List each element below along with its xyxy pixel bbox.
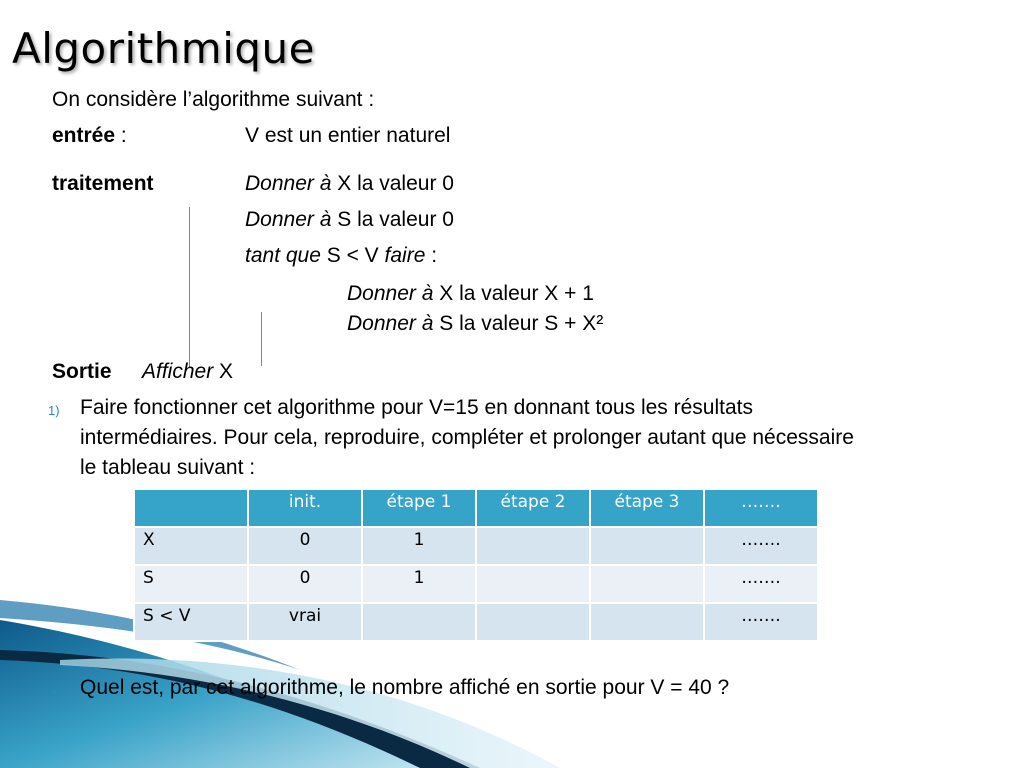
- table-cell: [476, 603, 590, 641]
- keyword: Afficher: [142, 360, 214, 383]
- table-row: [134, 603, 818, 641]
- table-cell: [476, 527, 590, 565]
- slide-title: Algorithmique: [12, 24, 315, 73]
- traitement-line-3: [245, 244, 437, 268]
- table-cell: [590, 565, 704, 603]
- sortie-statement: [142, 360, 233, 384]
- keyword: Donner à: [245, 172, 332, 195]
- question-2-text: Quel est, par cet algorithme, le nombre affiché en sortie pour V = 40 ?: [80, 676, 730, 699]
- keyword: Donner à: [347, 312, 434, 335]
- table-header-cell: init.: [248, 489, 362, 527]
- question-2-bullet: •: [52, 684, 57, 700]
- entree-text: V est un entier naturel: [245, 124, 451, 147]
- values-table: [133, 488, 819, 642]
- question-1-line-3: le tableau suivant :: [80, 456, 256, 479]
- entree-line: [52, 124, 127, 148]
- table-cell: vrai: [248, 603, 362, 641]
- traitement-label: traitement: [52, 172, 154, 195]
- intro-text: On considère l’algorithme suivant :: [52, 88, 375, 111]
- table-cell: 0: [248, 565, 362, 603]
- block-line-traitement: [189, 207, 190, 367]
- table-cell: 0: [248, 527, 362, 565]
- keyword: faire: [384, 244, 426, 267]
- table-header-cell: …….: [704, 489, 818, 527]
- keyword: Donner à: [347, 282, 434, 305]
- traitement-line-1: [245, 172, 454, 196]
- table-cell: [590, 527, 704, 565]
- table-cell: [590, 603, 704, 641]
- table-cell: …….: [704, 603, 818, 641]
- table-header-row: [134, 489, 818, 527]
- table-header-cell: étape 1: [362, 489, 476, 527]
- table-row-label: X: [134, 527, 248, 565]
- traitement-line-2: [245, 208, 454, 232]
- statement: X la valeur X + 1: [433, 282, 594, 305]
- table-cell: [476, 565, 590, 603]
- block-line-tant-que: [261, 312, 262, 366]
- table-row-label: S < V: [134, 603, 248, 641]
- statement: S la valeur 0: [331, 208, 454, 231]
- table-cell: 1: [362, 527, 476, 565]
- table-cell: [362, 603, 476, 641]
- table-cell: 1: [362, 565, 476, 603]
- table-row-label: S: [134, 565, 248, 603]
- statement: S la valeur S + X²: [433, 312, 604, 335]
- table-row: [134, 565, 818, 603]
- entree-colon: :: [115, 124, 127, 147]
- question-1-line-1: Faire fonctionner cet algorithme pour V=15 en donnant tous les résultats: [80, 396, 753, 419]
- statement: X la valeur 0: [331, 172, 454, 195]
- question-1-marker: 1): [48, 403, 60, 418]
- table-cell: …….: [704, 527, 818, 565]
- table-header-cell: [134, 489, 248, 527]
- keyword: tant que: [245, 244, 321, 267]
- sortie-line: [52, 360, 112, 384]
- statement: X: [213, 360, 234, 383]
- condition: S < V: [320, 244, 385, 267]
- question-1-line-2: intermédiaires. Pour cela, reproduire, compléter et prolonger autant que nécessaire: [80, 426, 854, 449]
- keyword: Donner à: [245, 208, 332, 231]
- entree-label: entrée: [52, 124, 116, 147]
- table-header-cell: étape 2: [476, 489, 590, 527]
- traitement-line-5: [347, 312, 603, 336]
- table-cell: …….: [704, 565, 818, 603]
- table-row: [134, 527, 818, 565]
- sortie-label: Sortie: [52, 360, 112, 383]
- traitement-line-4: [347, 282, 594, 306]
- colon: :: [425, 244, 438, 267]
- table-header-cell: étape 3: [590, 489, 704, 527]
